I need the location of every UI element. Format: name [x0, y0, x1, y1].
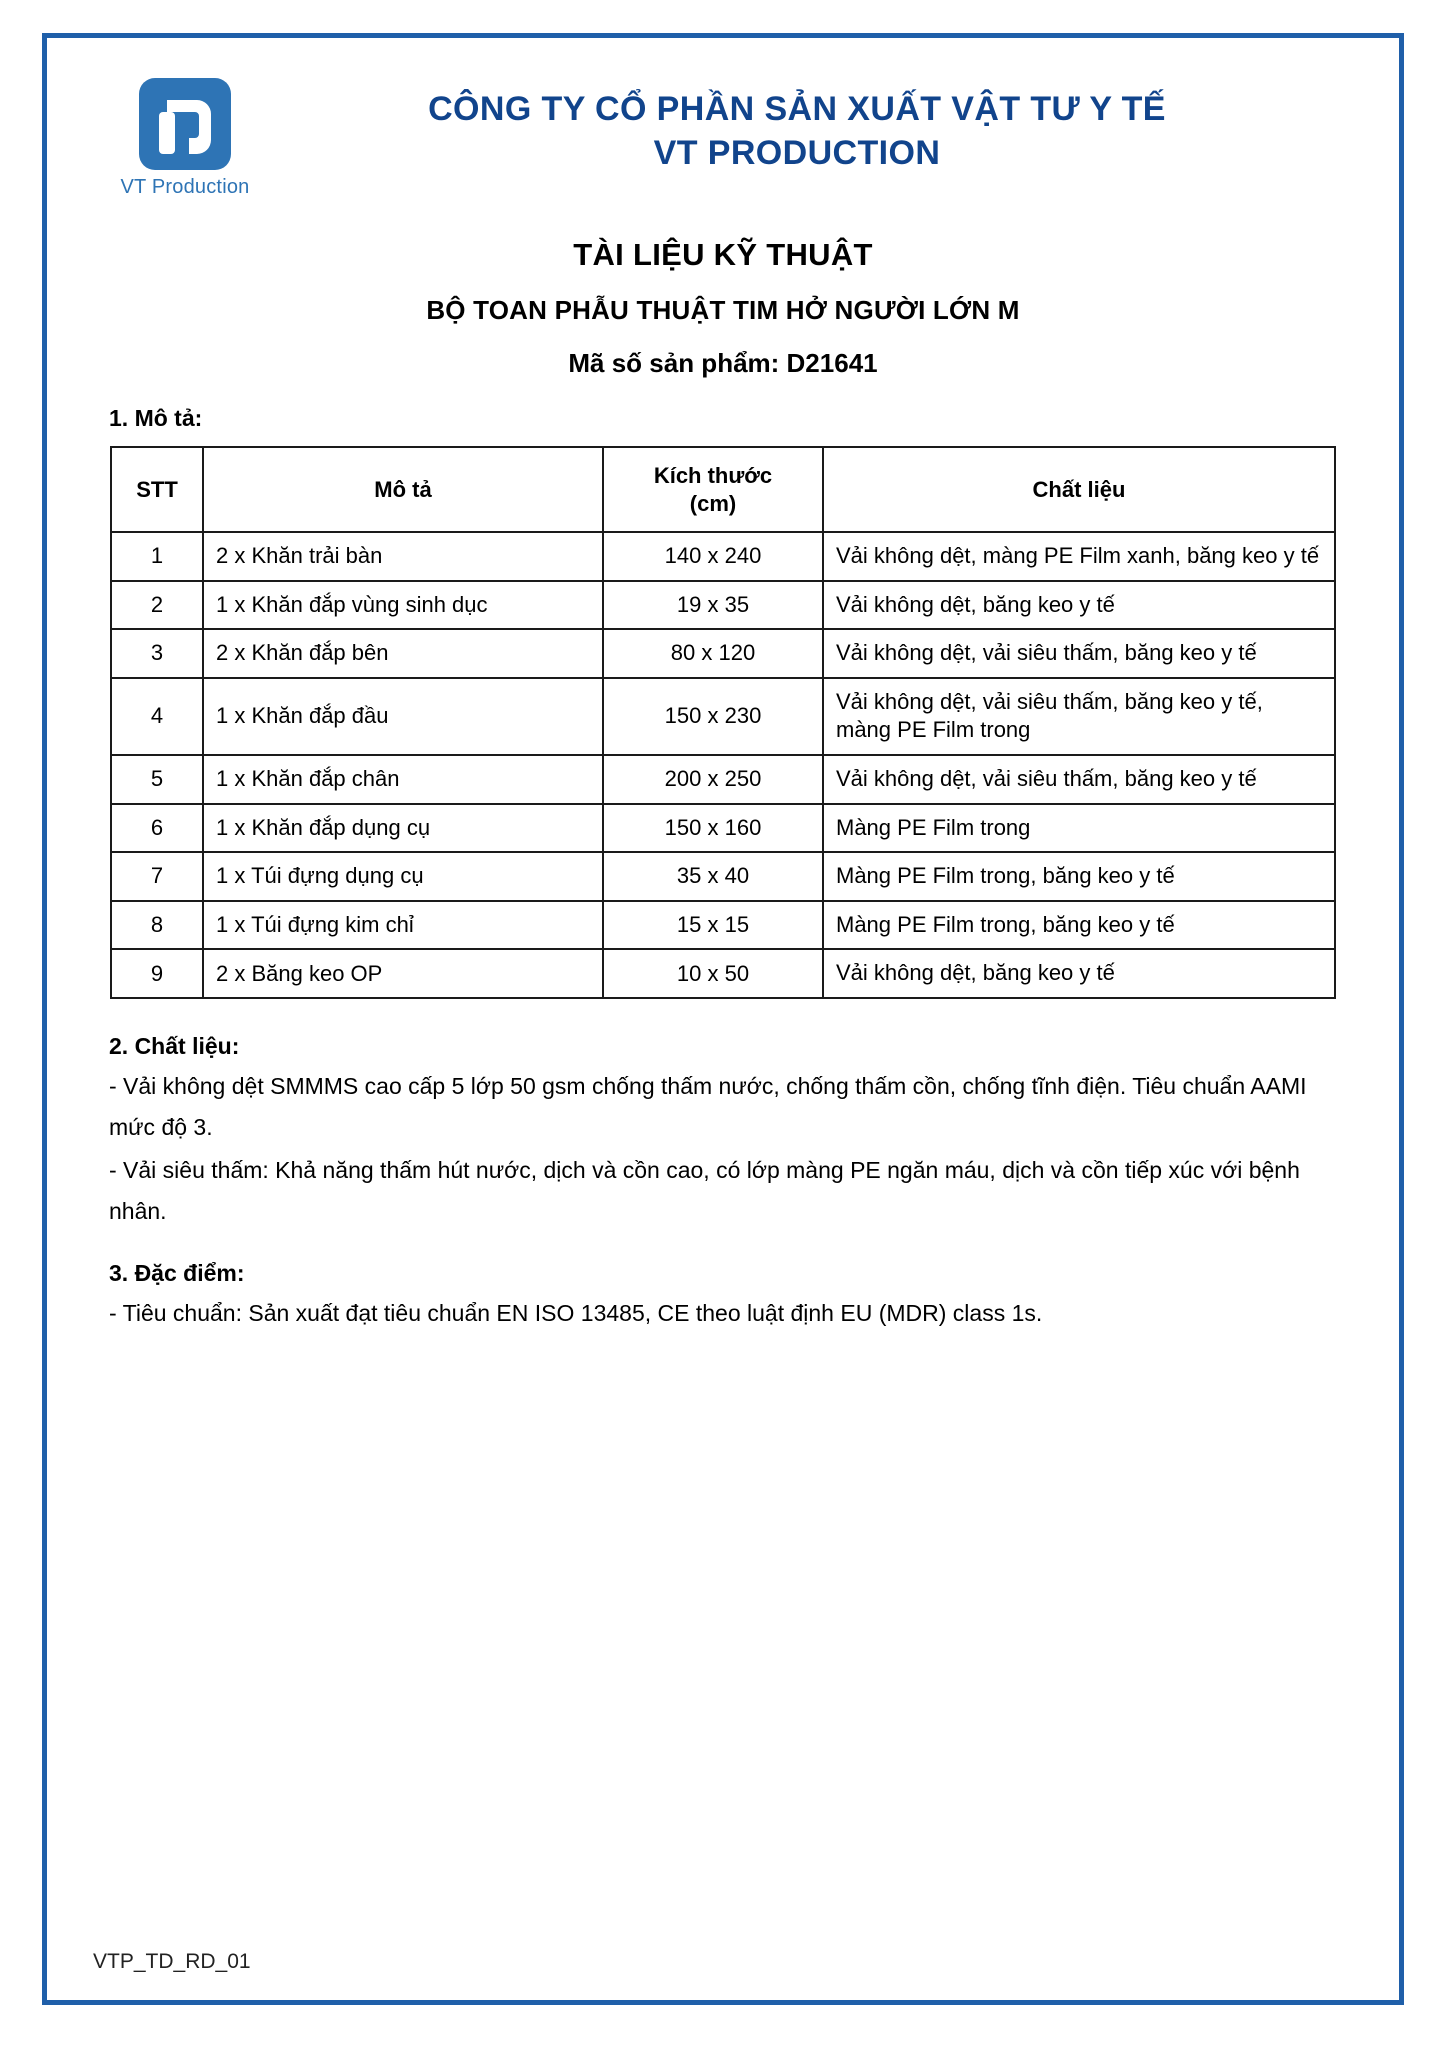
cell-size: 15 x 15: [603, 901, 823, 950]
cell-material: Vải không dệt, màng PE Film xanh, băng keo y tế: [823, 532, 1335, 581]
cell-material: Vải không dệt, băng keo y tế: [823, 949, 1335, 998]
section-1-heading: 1. Mô tả:: [109, 405, 203, 431]
document-page: [42, 33, 1404, 2005]
cell-size: 200 x 250: [603, 755, 823, 804]
cell-description: 1 x Khăn đắp đầu: [203, 678, 603, 755]
cell-description: 1 x Khăn đắp vùng sinh dục: [203, 581, 603, 630]
cell-material: Vải không dệt, vải siêu thấm, băng keo y tế: [823, 755, 1335, 804]
section-2-heading: 2. Chất liệu:: [109, 1032, 240, 1059]
table-row: [111, 852, 1335, 901]
specification-table: [110, 446, 1336, 999]
document-subtitle: BỘ TOAN PHẪU THUẬT TIM HỞ NGƯỜI LỚN M: [426, 295, 1020, 325]
column-header-size-line-2: (cm): [689, 490, 737, 516]
cell-description: 2 x Băng keo OP: [203, 949, 603, 998]
section-spacer: [109, 1234, 1345, 1260]
cell-material: Vải không dệt, băng keo y tế: [823, 581, 1335, 630]
product-code: Mã số sản phẩm: D21641: [568, 348, 878, 378]
company-name-line-1: CÔNG TY CỔ PHẦN SẢN XUẤT VẬT TƯ Y TẾ: [428, 90, 1166, 128]
cell-material: Vải không dệt, vải siêu thấm, băng keo y tế: [823, 629, 1335, 678]
cell-material: Màng PE Film trong, băng keo y tế: [823, 852, 1335, 901]
section-2-paragraph-2: - Vải siêu thấm: Khả năng thấm hút nước, dịch và cồn cao, có lớp màng PE ngăn máu, dịch và cồn tiếp xúc với bệnh nhân.: [109, 1156, 1300, 1224]
table-row: [111, 532, 1335, 581]
cell-material: Màng PE Film trong: [823, 804, 1335, 853]
cell-size: 35 x 40: [603, 852, 823, 901]
company-name-line-2: VT PRODUCTION: [653, 133, 941, 172]
cell-stt: 6: [111, 804, 203, 853]
table-row: [111, 581, 1335, 630]
column-header-size-line-1: Kích thước: [653, 463, 773, 488]
cell-size: 10 x 50: [603, 949, 823, 998]
document-body: [109, 1033, 1345, 1334]
cell-size: 19 x 35: [603, 581, 823, 630]
table-row: [111, 949, 1335, 998]
table-row: [111, 804, 1335, 853]
cell-stt: 1: [111, 532, 203, 581]
section-2-paragraph-1: - Vải không dệt SMMMS cao cấp 5 lớp 50 gsm chống thấm nước, chống thấm cồn, chống tĩnh điện. Tiêu chuẩn AAMI mức độ 3.: [109, 1072, 1307, 1140]
section-3-paragraph-1: - Tiêu chuẩn: Sản xuất đạt tiêu chuẩn EN ISO 13485, CE theo luật định EU (MDR) class 1s.: [109, 1299, 1043, 1326]
cell-stt: 8: [111, 901, 203, 950]
cell-stt: 9: [111, 949, 203, 998]
table-header-row: [111, 447, 1335, 532]
cell-stt: 7: [111, 852, 203, 901]
cell-description: 2 x Khăn đắp bên: [203, 629, 603, 678]
document-header: [91, 60, 1355, 199]
table-row: [111, 901, 1335, 950]
cell-size: 140 x 240: [603, 532, 823, 581]
footer-document-code: VTP_TD_RD_01: [93, 1950, 251, 1973]
cell-material: Vải không dệt, vải siêu thấm, băng keo y tế, màng PE Film trong: [823, 678, 1335, 755]
column-header-stt: STT: [111, 447, 203, 532]
document-title: TÀI LIỆU KỸ THUẬT: [573, 237, 873, 272]
company-name: [279, 60, 1355, 176]
cell-description: 1 x Khăn đắp dụng cụ: [203, 804, 603, 853]
cell-size: 80 x 120: [603, 629, 823, 678]
logo-text: VT Production: [120, 176, 250, 198]
column-header-description: Mô tả: [203, 447, 603, 532]
cell-description: 1 x Túi đựng dụng cụ: [203, 852, 603, 901]
cell-stt: 5: [111, 755, 203, 804]
table-row: [111, 629, 1335, 678]
column-header-material: Chất liệu: [823, 447, 1335, 532]
cell-description: 1 x Khăn đắp chân: [203, 755, 603, 804]
cell-description: 1 x Túi đựng kim chỉ: [203, 901, 603, 950]
cell-size: 150 x 230: [603, 678, 823, 755]
cell-stt: 4: [111, 678, 203, 755]
cell-material: Màng PE Film trong, băng keo y tế: [823, 901, 1335, 950]
company-logo: [91, 60, 279, 199]
cell-stt: 2: [111, 581, 203, 630]
section-3-heading: 3. Đặc điểm:: [109, 1259, 245, 1286]
table-header: [111, 447, 1335, 532]
cell-stt: 3: [111, 629, 203, 678]
cell-description: 2 x Khăn trải bàn: [203, 532, 603, 581]
column-header-size: [603, 447, 823, 532]
table-row: [111, 678, 1335, 755]
vt-production-logo-icon: [137, 76, 233, 172]
cell-size: 150 x 160: [603, 804, 823, 853]
table-row: [111, 755, 1335, 804]
table-body: [111, 532, 1335, 998]
